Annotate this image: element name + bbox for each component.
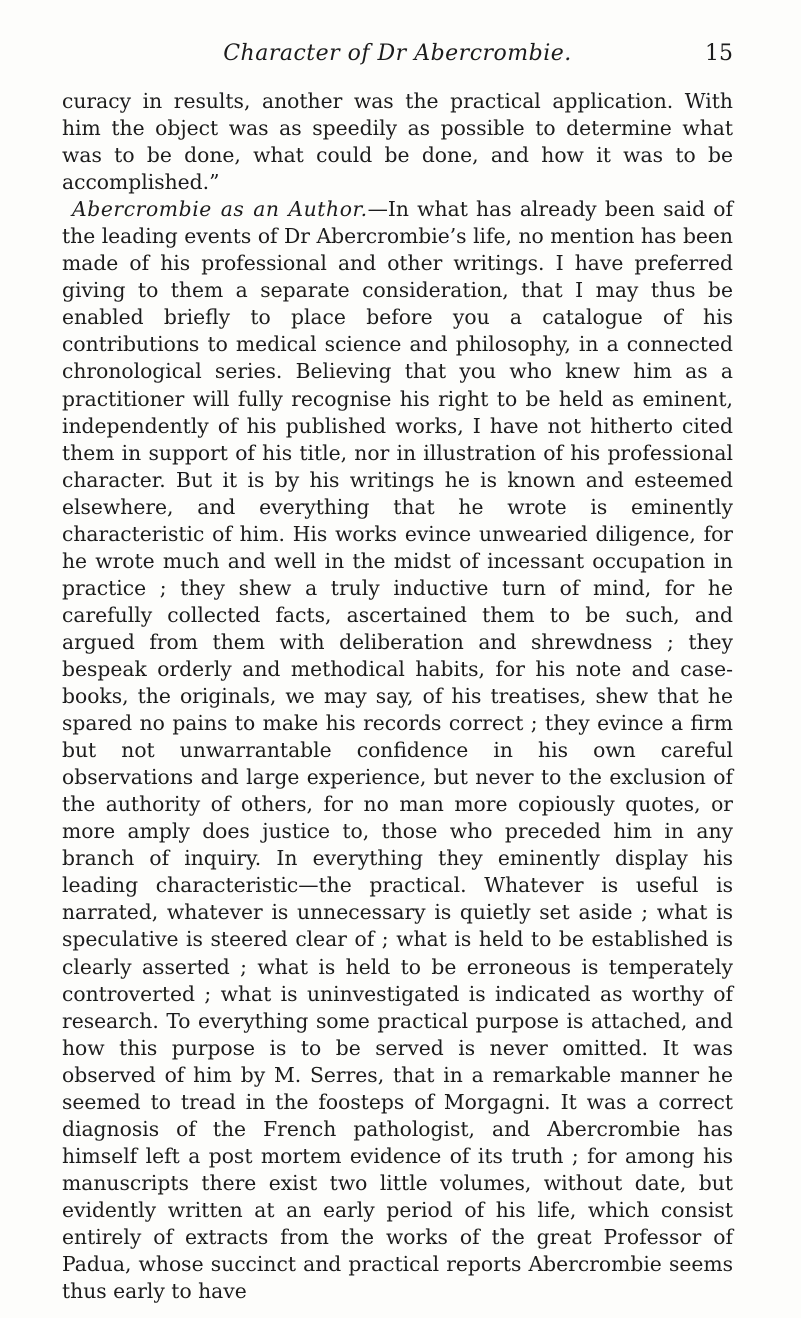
running-head [62, 34, 733, 74]
paragraph-author-section [62, 196, 733, 1305]
paragraph-continuation: curacy in results, another was the practical application. With him the object was as speedily as possible to determine what was to be done, what could be done, and how it was to be accomplished.” [62, 89, 733, 195]
page-number: 15 [705, 41, 733, 66]
section-heading: Abercrombie as an Author. [72, 197, 368, 222]
body-text [62, 88, 733, 1305]
paragraph-text: —In what has already been said of the leading events of Dr Abercrombie’s life, no mention has been made of his professional and other writings. I have preferred giving to them a separate consideration, that I may thus be enabled briefly to place before you a catalogue of his contributions to medical science and philosophy, in a connected chronological series. Believing that you who knew him as a practitioner will fully recognise his right to be held as eminent, independently of his published works, I have not hitherto cited them in support of his title, nor in illustration of his professional character. But it is by his writings he is known and esteemed elsewhere, and everything that he wrote is eminently characteristic of him. His works evince unwearied diligence, for he wrote much and well in the midst of incessant occupation in practice ; they shew a truly inductive turn of mind, for he carefully collected facts, ascertained them to be such, and argued from them with deliberation and shrewdness ; they bespeak orderly and methodical habits, for his note and case-books, the originals, we may say, of his treatises, shew that he spared no pains to make his records correct ; they evince a firm but not unwarrantable confidence in his own careful observations and large experience, but never to the exclusion of the authority of others, for no man more copiously quotes, or more amply does justice to, those who preceded him in any branch of inquiry. In everything they eminently display his leading characteristic—the practical. Whatever is useful is narrated, whatever is unnecessary is quietly set aside ; what is speculative is steered clear of ; what is held to be established is clearly asserted ; what is held to be erroneous is temperately controverted ; what is uninvestigated is indicated as worthy of research. To everything some practical purpose is attached, and how this purpose is to be served is never omitted. It was observed of him by M. Serres, that in a remarkable manner he seemed to tread in the foosteps of Morgagni. It was a correct diagnosis of the French pathologist, and Abercrombie has himself left a post mortem evidence of its truth ; for among his manuscripts there exist two little volumes, without date, but evidently written at an early period of his life, which consist entirely of extracts from the works of the great Professor of Padua, whose succinct and practical reports Abercrombie seems thus early to have [62, 197, 733, 1304]
running-title: Character of Dr Abercrombie. [223, 41, 572, 66]
